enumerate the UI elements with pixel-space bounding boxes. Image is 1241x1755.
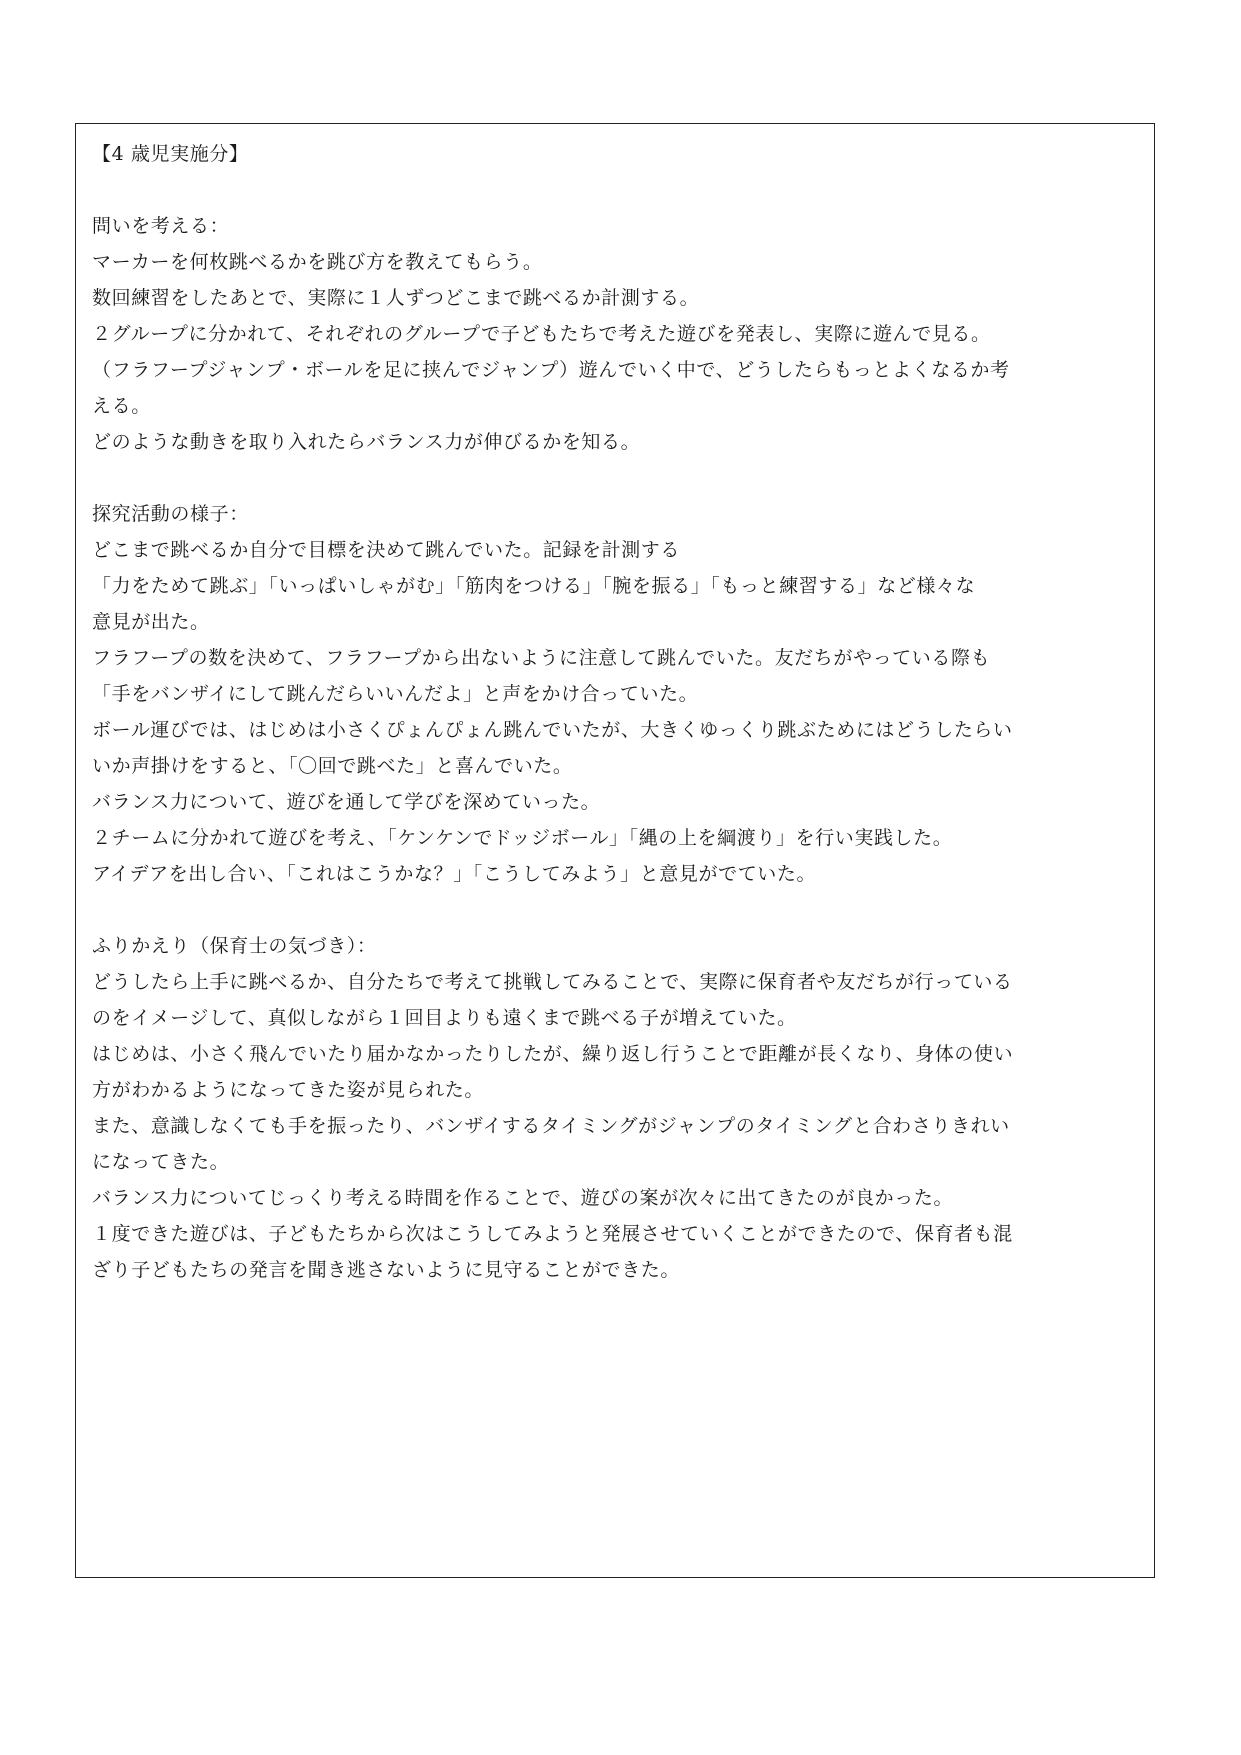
paragraph-line: ざり子どもたちの発言を聞き逃さないように見守ることができた。 bbox=[92, 1259, 681, 1281]
paragraph-line: どうしたら上手に跳べるか、自分たちで考えて挑戦してみることで、実際に保育者や友だちが行っている bbox=[92, 971, 1013, 993]
paragraph-line: 数回練習をしたあとで、実際に１人ずつどこまで跳べるか計測する。 bbox=[92, 287, 700, 309]
section-heading-activity: 探究活動の様子： bbox=[92, 503, 249, 525]
section-heading-question: 問いを考える： bbox=[92, 215, 230, 237]
paragraph-line: どこまで跳べるか自分で目標を決めて跳んでいた。記録を計測する bbox=[92, 539, 681, 561]
paragraph-line: バランス力について、遊びを通して学びを深めていった。 bbox=[92, 791, 601, 813]
paragraph-line: フラフープの数を決めて、フラフープから出ないように注意して跳んでいた。友だちがやっている際も bbox=[92, 647, 991, 669]
paragraph-line: 意見が出た。 bbox=[92, 611, 210, 633]
spacer bbox=[92, 892, 1140, 928]
paragraph-line: 「手をバンザイにして跳んだらいいんだよ」と声をかけ合っていた。 bbox=[92, 683, 699, 705]
paragraph-line: える。 bbox=[92, 395, 151, 417]
paragraph-line: になってきた。 bbox=[92, 1151, 230, 1173]
paragraph-line: ２チームに分かれて遊びを考え、「ケンケンでドッジボール」「縄の上を綱渡り」を行い実践した。 bbox=[92, 827, 953, 849]
paragraph-line: いか声掛けをすると、「〇回で跳べた」と喜んでいた。 bbox=[92, 755, 573, 777]
paragraph-line: のをイメージして、真似しながら１回目よりも遠くまで跳べる子が増えていた。 bbox=[92, 1007, 797, 1029]
spacer bbox=[92, 460, 1140, 496]
document-frame bbox=[75, 123, 1155, 1578]
spacer bbox=[92, 172, 1140, 208]
paragraph-line: また、意識しなくても手を振ったり、バンザイするタイミングがジャンプのタイミングと合わさりきれい bbox=[92, 1115, 1010, 1137]
paragraph-line: バランス力についてじっくり考える時間を作ることで、遊びの案が次々に出てきたのが良かった。 bbox=[92, 1187, 954, 1209]
paragraph-line: 方がわかるようになってきた姿が見られた。 bbox=[92, 1079, 485, 1101]
paragraph-line: ボール運びでは、はじめは小さくぴょんぴょん跳んでいたが、大きくゆっくり跳ぶためにはどうしたらい bbox=[92, 719, 1013, 741]
paragraph-line: どのような動きを取り入れたらバランス力が伸びるかを知る。 bbox=[92, 431, 641, 453]
paragraph-line: マーカーを何枚跳べるかを跳び方を教えてもらう。 bbox=[92, 251, 543, 273]
paragraph-line: はじめは、小さく飛んでいたり届かなかったりしたが、繰り返し行うことで距離が長くなり、身体の使い bbox=[92, 1043, 1014, 1065]
paragraph-line: （フラフープジャンプ・ボールを足に挟んでジャンプ）遊んでいく中で、どうしたらもっとよくなるか考 bbox=[92, 359, 1010, 381]
paragraph-line: アイデアを出し合い、「これはこうかな？」「こうしてみよう」と意見がでていた。 bbox=[92, 863, 817, 885]
paragraph-line: 「力をためて跳ぶ」「いっぱいしゃがむ」「筋肉をつける」「腕を振る」「もっと練習する」など様々な bbox=[92, 575, 976, 597]
paragraph-line: ２グループに分かれて、それぞれのグループで子どもたちで考えた遊びを発表し、実際に遊んで見る。 bbox=[92, 323, 991, 345]
section-heading-reflection: ふりかえり（保育士の気づき）： bbox=[92, 935, 377, 957]
paragraph-line: １度できた遊びは、子どもたちから次はこうしてみようと発展させていくことができたので、保育者も混 bbox=[92, 1223, 1013, 1245]
document-title: 【4 歳児実施分】 bbox=[92, 143, 249, 165]
